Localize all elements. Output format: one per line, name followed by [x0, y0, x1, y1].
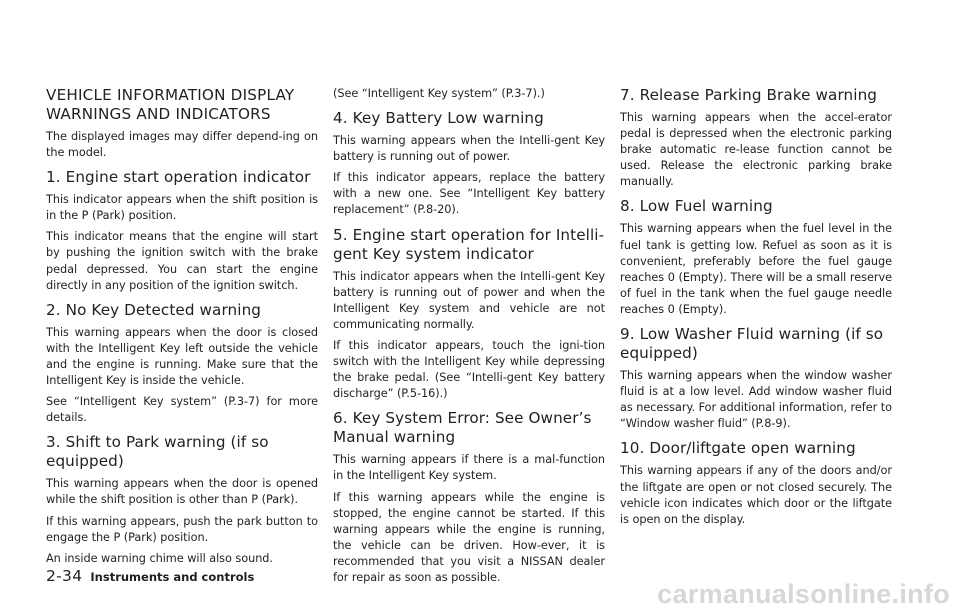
column-3	[620, 86, 892, 533]
section-heading: 6. Key System Error: See Owner’s Manual warning	[333, 409, 592, 447]
paragraph: See “Intelligent Key system” (P.3-7) for more details.	[46, 395, 318, 425]
column-2	[333, 86, 605, 591]
section-heading: 10. Door/liftgate open warning	[620, 439, 856, 458]
paragraph: This warning appears when the Intelli-gent Key battery is running out of power.	[333, 134, 605, 164]
section-heading: 2. No Key Detected warning	[46, 300, 262, 319]
paragraph: This warning appears when the window washer fluid is at a low level. Add window washer fluid as necessary. For additional information, refer to “Window washer fluid” (P.8-9).	[620, 369, 892, 431]
paragraph: This warning appears when the door is closed with the Intelligent Key left outside the vehicle and the engine is running. Make sure that the Intelligent Key is inside the vehicle.	[46, 325, 318, 388]
section-heading: 1. Engine start operation indicator	[46, 168, 311, 187]
paragraph: If this indicator appears, touch the igni-tion switch with the Intelligent Key while depressing the brake pedal. (See “Intelli-gent Key battery discharge” (P.5-16).)	[333, 338, 605, 401]
paragraph: If this warning appears, push the park button to engage the P (Park) position.	[46, 514, 318, 544]
paragraph: If this warning appears while the engine is stopped, the engine cannot be started. If this warning appears while the engine is running, the vehicle can be driven. How-ever, it is recommended that you visit a NISSAN dealer for repair as soon as possible.	[333, 490, 605, 584]
intro-paragraph: The displayed images may differ depend-ing on the model.	[46, 130, 318, 160]
paragraph: This indicator means that the engine will start by pushing the ignition switch with the brake pedal depressed. You can start the engine directly in any position of the ignition switch.	[46, 230, 318, 292]
page-title: VEHICLE INFORMATION DISPLAY WARNINGS AND INDICATORS	[46, 86, 295, 123]
paragraph: This warning appears if any of the doors and/or the liftgate are open or not closed securely. The vehicle icon indicates which door or the liftgate is open on the display.	[620, 464, 892, 526]
watermark-text: carmanualsonline.info	[657, 579, 950, 609]
paragraph: If this indicator appears, replace the battery with a new one. See “Intelligent Key battery replacement” (P.8-20).	[333, 171, 605, 217]
column-1	[46, 86, 318, 572]
section-heading: 9. Low Washer Fluid warning (if so equipped)	[620, 325, 884, 363]
continued-paragraph: (See “Intelligent Key system” (P.3-7).)	[333, 87, 545, 100]
footer-section-title: Instruments and controls	[90, 570, 255, 584]
page-number: 2-34	[46, 567, 83, 585]
section-heading: 7. Release Parking Brake warning	[620, 86, 878, 104]
paragraph: This warning appears when the accel-erator pedal is depressed when the electronic parking brake automatic re-lease function cannot be used. Release the electronic parking brake manually.	[620, 111, 892, 189]
page-footer	[46, 567, 254, 585]
section-heading: 5. Engine start operation for Intelli-gent Key system indicator	[333, 225, 605, 263]
paragraph: This warning appears when the fuel level in the fuel tank is getting low. Refuel as soon as it is convenient, preferably before the fuel gauge reaches 0 (Empty). There will be a small reserve of fuel in the tank when the fuel gauge needle reaches 0 (Empty).	[620, 222, 892, 316]
paragraph: This indicator appears when the Intelli-gent Key battery is running out of power and when the Intelligent Key system and vehicle are not communicating normally.	[333, 269, 605, 331]
section-heading: 4. Key Battery Low warning	[333, 109, 544, 128]
section-heading: 8. Low Fuel warning	[620, 197, 773, 216]
paragraph: This warning appears if there is a mal-function in the Intelligent Key system.	[333, 453, 605, 483]
paragraph: An inside warning chime will also sound.	[46, 551, 273, 565]
paragraph: This indicator appears when the shift position is in the P (Park) position.	[46, 193, 318, 223]
paragraph: This warning appears when the door is opened while the shift position is other than P (Park).	[46, 477, 318, 507]
section-heading: 3. Shift to Park warning (if so equipped)	[46, 433, 269, 471]
